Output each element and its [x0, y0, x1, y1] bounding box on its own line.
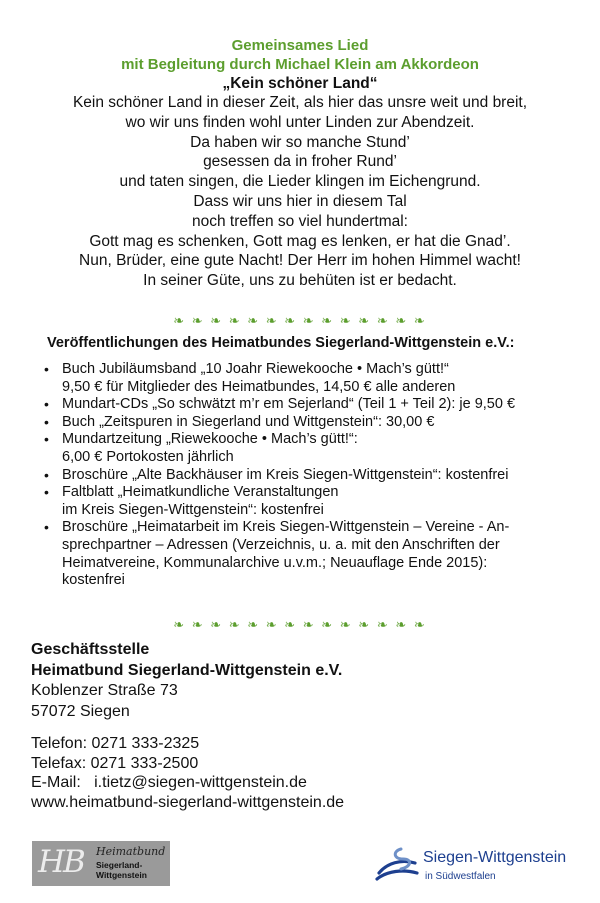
fax-number: 0271 333-2500 [90, 754, 199, 772]
song-section [0, 36, 600, 291]
ornament-divider: ❧ ❧ ❧ ❧ ❧ ❧ ❧ ❧ ❧ ❧ ❧ ❧ ❧ ❧ [173, 617, 427, 632]
heimatbund-logo [32, 841, 170, 886]
song-title: „Kein schöner Land“ [222, 75, 378, 92]
kreis-subtitle: in Südwestfalen [425, 871, 496, 882]
song-lyric-line: In seiner Güte, uns zu behüten ist er bedacht. [143, 272, 457, 290]
office-address [31, 640, 342, 722]
song-lyric-line: noch treffen so viel hundertmal: [192, 212, 408, 230]
contact-block [31, 734, 344, 812]
publications-list [40, 361, 580, 590]
song-lyric-line: und taten singen, die Lieder klingen im Eichengrund. [119, 173, 481, 191]
song-lyric-line: Gott mag es schenken, Gott mag es lenken, er hat die Gnad’. [89, 232, 511, 250]
office-street: Koblenzer Straße 73 [31, 682, 178, 699]
fax-label: Telefax: [31, 754, 87, 772]
phone-number: 0271 333-2325 [91, 735, 200, 752]
email-label: E-Mail: [31, 774, 81, 791]
hb-subtitle: Siegerland- Wittgenstein [96, 860, 147, 880]
kreis-logo [373, 843, 588, 888]
song-lyric-line: wo wir uns finden wohl unter Linden zur Abendzeit. [125, 113, 475, 131]
office-org: Heimatbund Siegerland-Wittgenstein e.V. [31, 661, 343, 679]
song-heading-line-2: mit Begleitung durch Michael Klein am Akkordeon [121, 56, 479, 73]
phone-label: Telefon: [31, 735, 88, 752]
phone-row [31, 734, 344, 754]
list-item: • Mundartzeitung „Riewekooche • Mach’s gütt!“: 6,00 € Portokosten jährlich [40, 431, 580, 466]
song-lyric-line: Da haben wir so manche Stund’ [190, 133, 410, 151]
publications-title: Veröffentlichungen des Heimatbundes Siegerland-Wittgenstein e.V.: [47, 335, 515, 351]
list-item: • Faltblatt „Heimatkundliche Veranstaltungen im Kreis Siegen-Wittgenstein“: kostenfrei [40, 484, 580, 519]
office-heading: Geschäftsstelle [31, 641, 150, 658]
list-item: • Mundart-CDs „So schwätzt m’r em Sejerland“ (Teil 1 + Teil 2): je 9,50 € [40, 396, 580, 414]
song-heading-line-1: Gemeinsames Lied [231, 37, 369, 54]
list-item: • Buch „Zeitspuren in Siegerland und Wittgenstein“: 30,00 € [40, 414, 580, 432]
fax-row [31, 754, 344, 774]
ornament-divider: ❧ ❧ ❧ ❧ ❧ ❧ ❧ ❧ ❧ ❧ ❧ ❧ ❧ ❧ [173, 313, 427, 328]
list-item: • Buch Jubiläumsband „10 Joahr Riewekooche • Mach’s gütt!“ 9,50 € für Mitglieder des Heimatbundes, 14,50 € alle anderen [40, 361, 580, 396]
office-city: 57072 Siegen [31, 702, 130, 720]
list-item: • Broschüre „Alte Backhäuser im Kreis Siegen-Wittgenstein“: kostenfrei [40, 467, 580, 485]
kreis-name: Siegen-Wittgenstein [423, 849, 567, 866]
email-link[interactable]: i.tietz@siegen-wittgenstein.de [94, 774, 307, 791]
website-link[interactable]: www.heimatbund-siegerland-wittgenstein.de [31, 793, 345, 811]
song-lyric-line: gesessen da in froher Rund’ [203, 153, 397, 171]
song-lyric-line: Dass wir uns hier in diesem Tal [193, 192, 407, 210]
song-lyric-line: Nun, Brüder, eine gute Nacht! Der Herr im hohen Himmel wacht! [79, 252, 521, 270]
email-row [31, 773, 344, 793]
hb-monogram: HB [38, 844, 84, 880]
hb-script: Heimatbund [96, 845, 166, 858]
kreis-swirl-icon [373, 843, 421, 885]
song-lyric-line: Kein schöner Land in dieser Zeit, als hier das unsre weit und breit, [72, 94, 528, 111]
list-item: • Broschüre „Heimatarbeit im Kreis Siegen-Wittgenstein – Vereine - An- sprechpartner – Adressen (Verzeichnis, u. a. mit den Anschriften der Heimatvereine, Kommunalarchive u.v.m.; Neuauflage Ende 2015): kostenfrei [40, 519, 580, 589]
